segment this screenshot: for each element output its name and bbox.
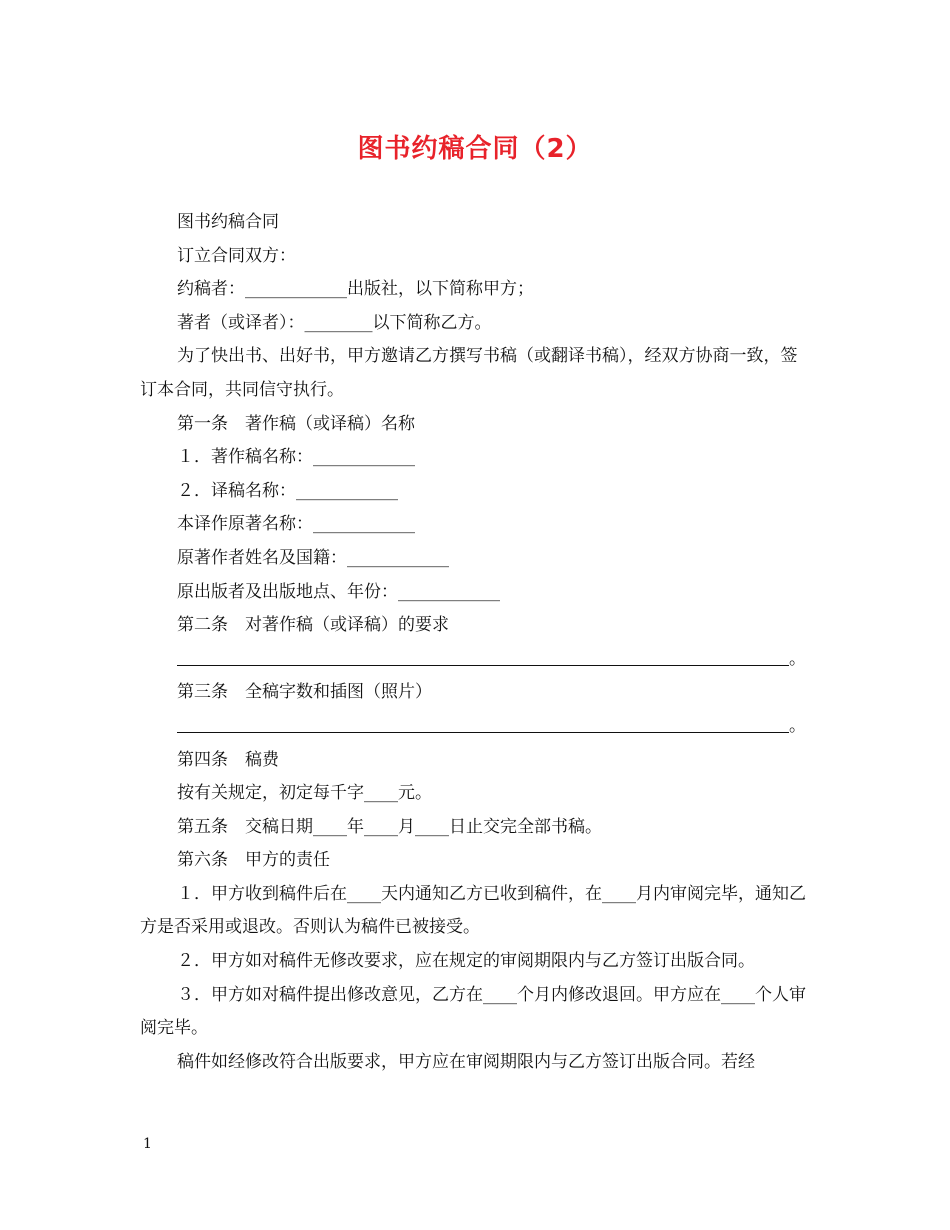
line-end-punctuation: 。 (789, 715, 806, 736)
document-title: 图书约稿合同（2） (357, 134, 593, 164)
document-body (140, 206, 812, 1079)
paragraph: 为了快出书、出好书，甲方邀请乙方撰写书稿（或翻译书稿），经双方协商一致，签订本合同，共同信守执行。 (140, 346, 798, 400)
article-heading: 第二条 对著作稿（或译稿）的要求 (177, 615, 449, 636)
paragraph: 订立合同双方： (177, 245, 296, 266)
article-heading: 第一条 著作稿（或译稿）名称 (177, 413, 415, 434)
paragraph: 按有关规定，初定每千字____元。 (177, 783, 432, 804)
article-heading: 第三条 全稿字数和插图（照片） (177, 682, 432, 703)
page-number: 1 (143, 1136, 152, 1152)
line-end-punctuation: 。 (789, 648, 806, 669)
paragraph: 稿件如经修改符合出版要求，甲方应在审阅期限内与乙方签订出版合同。若经 (177, 1051, 755, 1072)
paragraph: 本译作原著名称：____________ (177, 514, 415, 535)
paragraph: ２．译稿名称：____________ (177, 480, 398, 501)
paragraph: ２．甲方如对稿件无修改要求，应在规定的审阅期限内与乙方签订出版合同。 (177, 951, 755, 972)
fill-in-line (177, 643, 812, 677)
fill-in-line (177, 710, 812, 744)
paragraph: 原著作者姓名及国籍：____________ (177, 547, 449, 568)
paragraph: １．甲方收到稿件后在____天内通知乙方已收到稿件，在____月内审阅完毕，通知乙方是否采用或退改。否则认为稿件已被接受。 (140, 883, 806, 938)
paragraph: 原出版者及出版地点、年份：____________ (177, 581, 500, 602)
blank-underline (177, 643, 789, 666)
article-heading: 第四条 稿费 (177, 749, 279, 770)
paragraph: 著者（或译者）：________以下简称乙方。 (177, 312, 492, 333)
article-heading: 第六条 甲方的责任 (177, 850, 330, 871)
paragraph: 约稿者：____________出版社，以下简称甲方； (177, 279, 534, 300)
paragraph: １．著作稿名称：____________ (177, 447, 415, 468)
paragraph: ３．甲方如对稿件提出修改意见，乙方在____个月内修改退回。甲方应在____个人审阅完毕。 (140, 984, 806, 1039)
paragraph: 图书约稿合同 (177, 212, 279, 232)
article-heading: 第五条 交稿日期____年____月____日止交完全部书稿。 (177, 816, 602, 837)
blank-underline (177, 710, 789, 733)
